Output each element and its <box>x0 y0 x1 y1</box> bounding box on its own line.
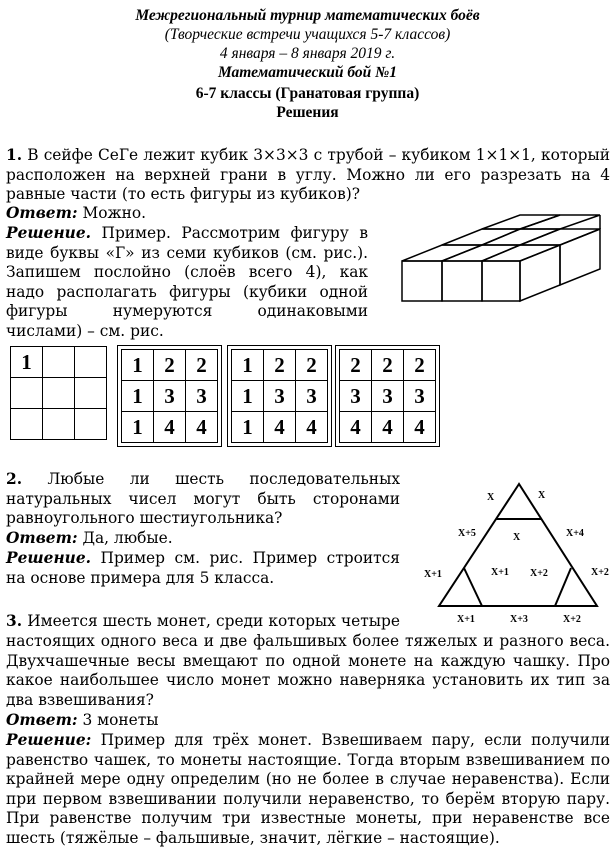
grid-row <box>232 412 328 443</box>
grid-cell: 2 <box>186 350 218 381</box>
label-inner-top: X <box>513 532 521 543</box>
battle-title: Математический бой №1 <box>217 64 398 81</box>
solutions-title: Решения <box>276 104 339 121</box>
grid-cell: 4 <box>372 412 404 443</box>
grid-cell: 1 <box>232 381 264 412</box>
grid-row <box>340 350 436 381</box>
layer-grid-4 <box>335 345 440 447</box>
grid-cell: 2 <box>404 350 436 381</box>
label-inner-left: X+1 <box>491 567 509 578</box>
grid-cell: 3 <box>340 381 372 412</box>
grid-row <box>122 381 218 412</box>
layer-grid-1 <box>10 346 107 440</box>
group-title: 6-7 классы (Гранатовая группа) <box>195 85 420 102</box>
grid-row <box>11 378 107 409</box>
grid-cell: 3 <box>372 381 404 412</box>
grid-cell: 1 <box>11 347 43 378</box>
grid-cell: 2 <box>372 350 404 381</box>
grid-cell <box>43 347 75 378</box>
grid-cell: 2 <box>340 350 372 381</box>
label-mid-left: X+5 <box>458 528 476 539</box>
problem-2-statement: 2. Любые ли шесть последовательных натуральных чисел могут быть сторонами равноугольного шестиугольника? <box>6 470 400 528</box>
layer-grid-3 <box>227 345 332 447</box>
label-inner-right: X+2 <box>530 568 548 579</box>
problem-3-statement: настоящих одного веса и две фальшивых более тяжелых и разного веса. Двухчашечные весы вмещают по одной монете на каждую чашку. Про какое наибольшее число монет можно наверняка установить их тип за два взвешивания? <box>6 632 610 709</box>
grid-row <box>340 381 436 412</box>
grid-cell: 2 <box>264 350 296 381</box>
tournament-title: Межрегиональный турнир математических боёв <box>135 7 480 24</box>
label-mid-right: X+4 <box>566 528 584 539</box>
grid-cell: 2 <box>154 350 186 381</box>
tournament-dates: 4 января – 8 января 2019 г. <box>219 45 396 62</box>
hexagon-triangle-figure <box>418 478 613 628</box>
label-top-left: X <box>487 492 495 503</box>
grid-cell: 1 <box>122 350 154 381</box>
layer-grid-2 <box>117 345 222 447</box>
grid-cell: 3 <box>404 381 436 412</box>
label-bottom-3: X+2 <box>563 614 581 625</box>
grid-cell <box>11 409 43 440</box>
grid-row <box>340 412 436 443</box>
grid-row <box>11 347 107 378</box>
grid-row <box>122 350 218 381</box>
label-bottom-2: X+3 <box>510 614 528 625</box>
problem-1-answer: Ответ: Можно. <box>6 204 147 222</box>
label-low-right: X+2 <box>591 567 609 578</box>
problem-3-solution: Решение: Пример для трёх монет. Взвешиваем пару, если получили равенство чашек, то монеты настоящие. Тогда вторым взвешиванием по крайней мере одну определим (но не более в случае неравенства). Если при первом взвешивании получили неравенство, то берём вторую пару. При равенстве получим три известные монеты, при неравенстве все шесть (тяжёлые – фальшивые, значит, лёгкие – настоящие). <box>6 731 610 847</box>
grid-cell: 3 <box>296 381 328 412</box>
l-shape-figure <box>394 211 612 307</box>
grid-cell <box>11 378 43 409</box>
grid-cell: 3 <box>154 381 186 412</box>
problem-2-answer: Ответ: Да, любые. <box>6 529 173 547</box>
grid-cell: 4 <box>340 412 372 443</box>
tournament-subtitle: (Творческие встречи учащихся 5-7 классов) <box>164 26 451 43</box>
grid-cell: 1 <box>122 381 154 412</box>
problem-3-answer: Ответ: 3 монеты <box>6 711 159 729</box>
problem-1-solution: Решение. Пример. Рассмотрим фигуру в виде буквы «Г» из семи кубиков (см. рис.). Запишем послойно (слоёв всего 4), как надо располагать фигуры (кубики одной фигуры нумеруются одинаковыми числами) – см. рис. <box>6 224 368 340</box>
grid-row <box>11 409 107 440</box>
grid-cell: 4 <box>264 412 296 443</box>
grid-cell: 1 <box>232 412 264 443</box>
grid-cell: 1 <box>232 350 264 381</box>
grid-cell <box>43 409 75 440</box>
grid-cell <box>75 347 107 378</box>
label-bottom-1: X+1 <box>457 614 475 625</box>
grid-cell: 3 <box>264 381 296 412</box>
grid-cell: 4 <box>186 412 218 443</box>
problem-2-solution: Решение. Пример см. рис. Пример строится на основе примера для 5 класса. <box>6 549 400 587</box>
problem-3-statement-start: 3. Имеется шесть монет, среди которых четыре <box>6 612 400 630</box>
label-low-left: X+1 <box>424 569 442 580</box>
grid-cell <box>43 378 75 409</box>
grid-cell: 4 <box>154 412 186 443</box>
grid-cell: 3 <box>186 381 218 412</box>
problem-1-statement: 1. В сейфе СеГе лежит кубик 3×3×3 с трубой – кубиком 1×1×1, который расположен на верхней грани в углу. Можно ли его разрезать на 4 равные части (то есть фигуры из кубиков)? <box>6 146 610 204</box>
label-top-right: X <box>538 490 546 501</box>
grid-row <box>232 381 328 412</box>
grid-cell: 4 <box>404 412 436 443</box>
grid-cell: 1 <box>122 412 154 443</box>
grid-cell <box>75 378 107 409</box>
grid-cell <box>75 409 107 440</box>
grid-cell: 2 <box>296 350 328 381</box>
grid-row <box>232 350 328 381</box>
grid-row <box>122 412 218 443</box>
grid-cell: 4 <box>296 412 328 443</box>
